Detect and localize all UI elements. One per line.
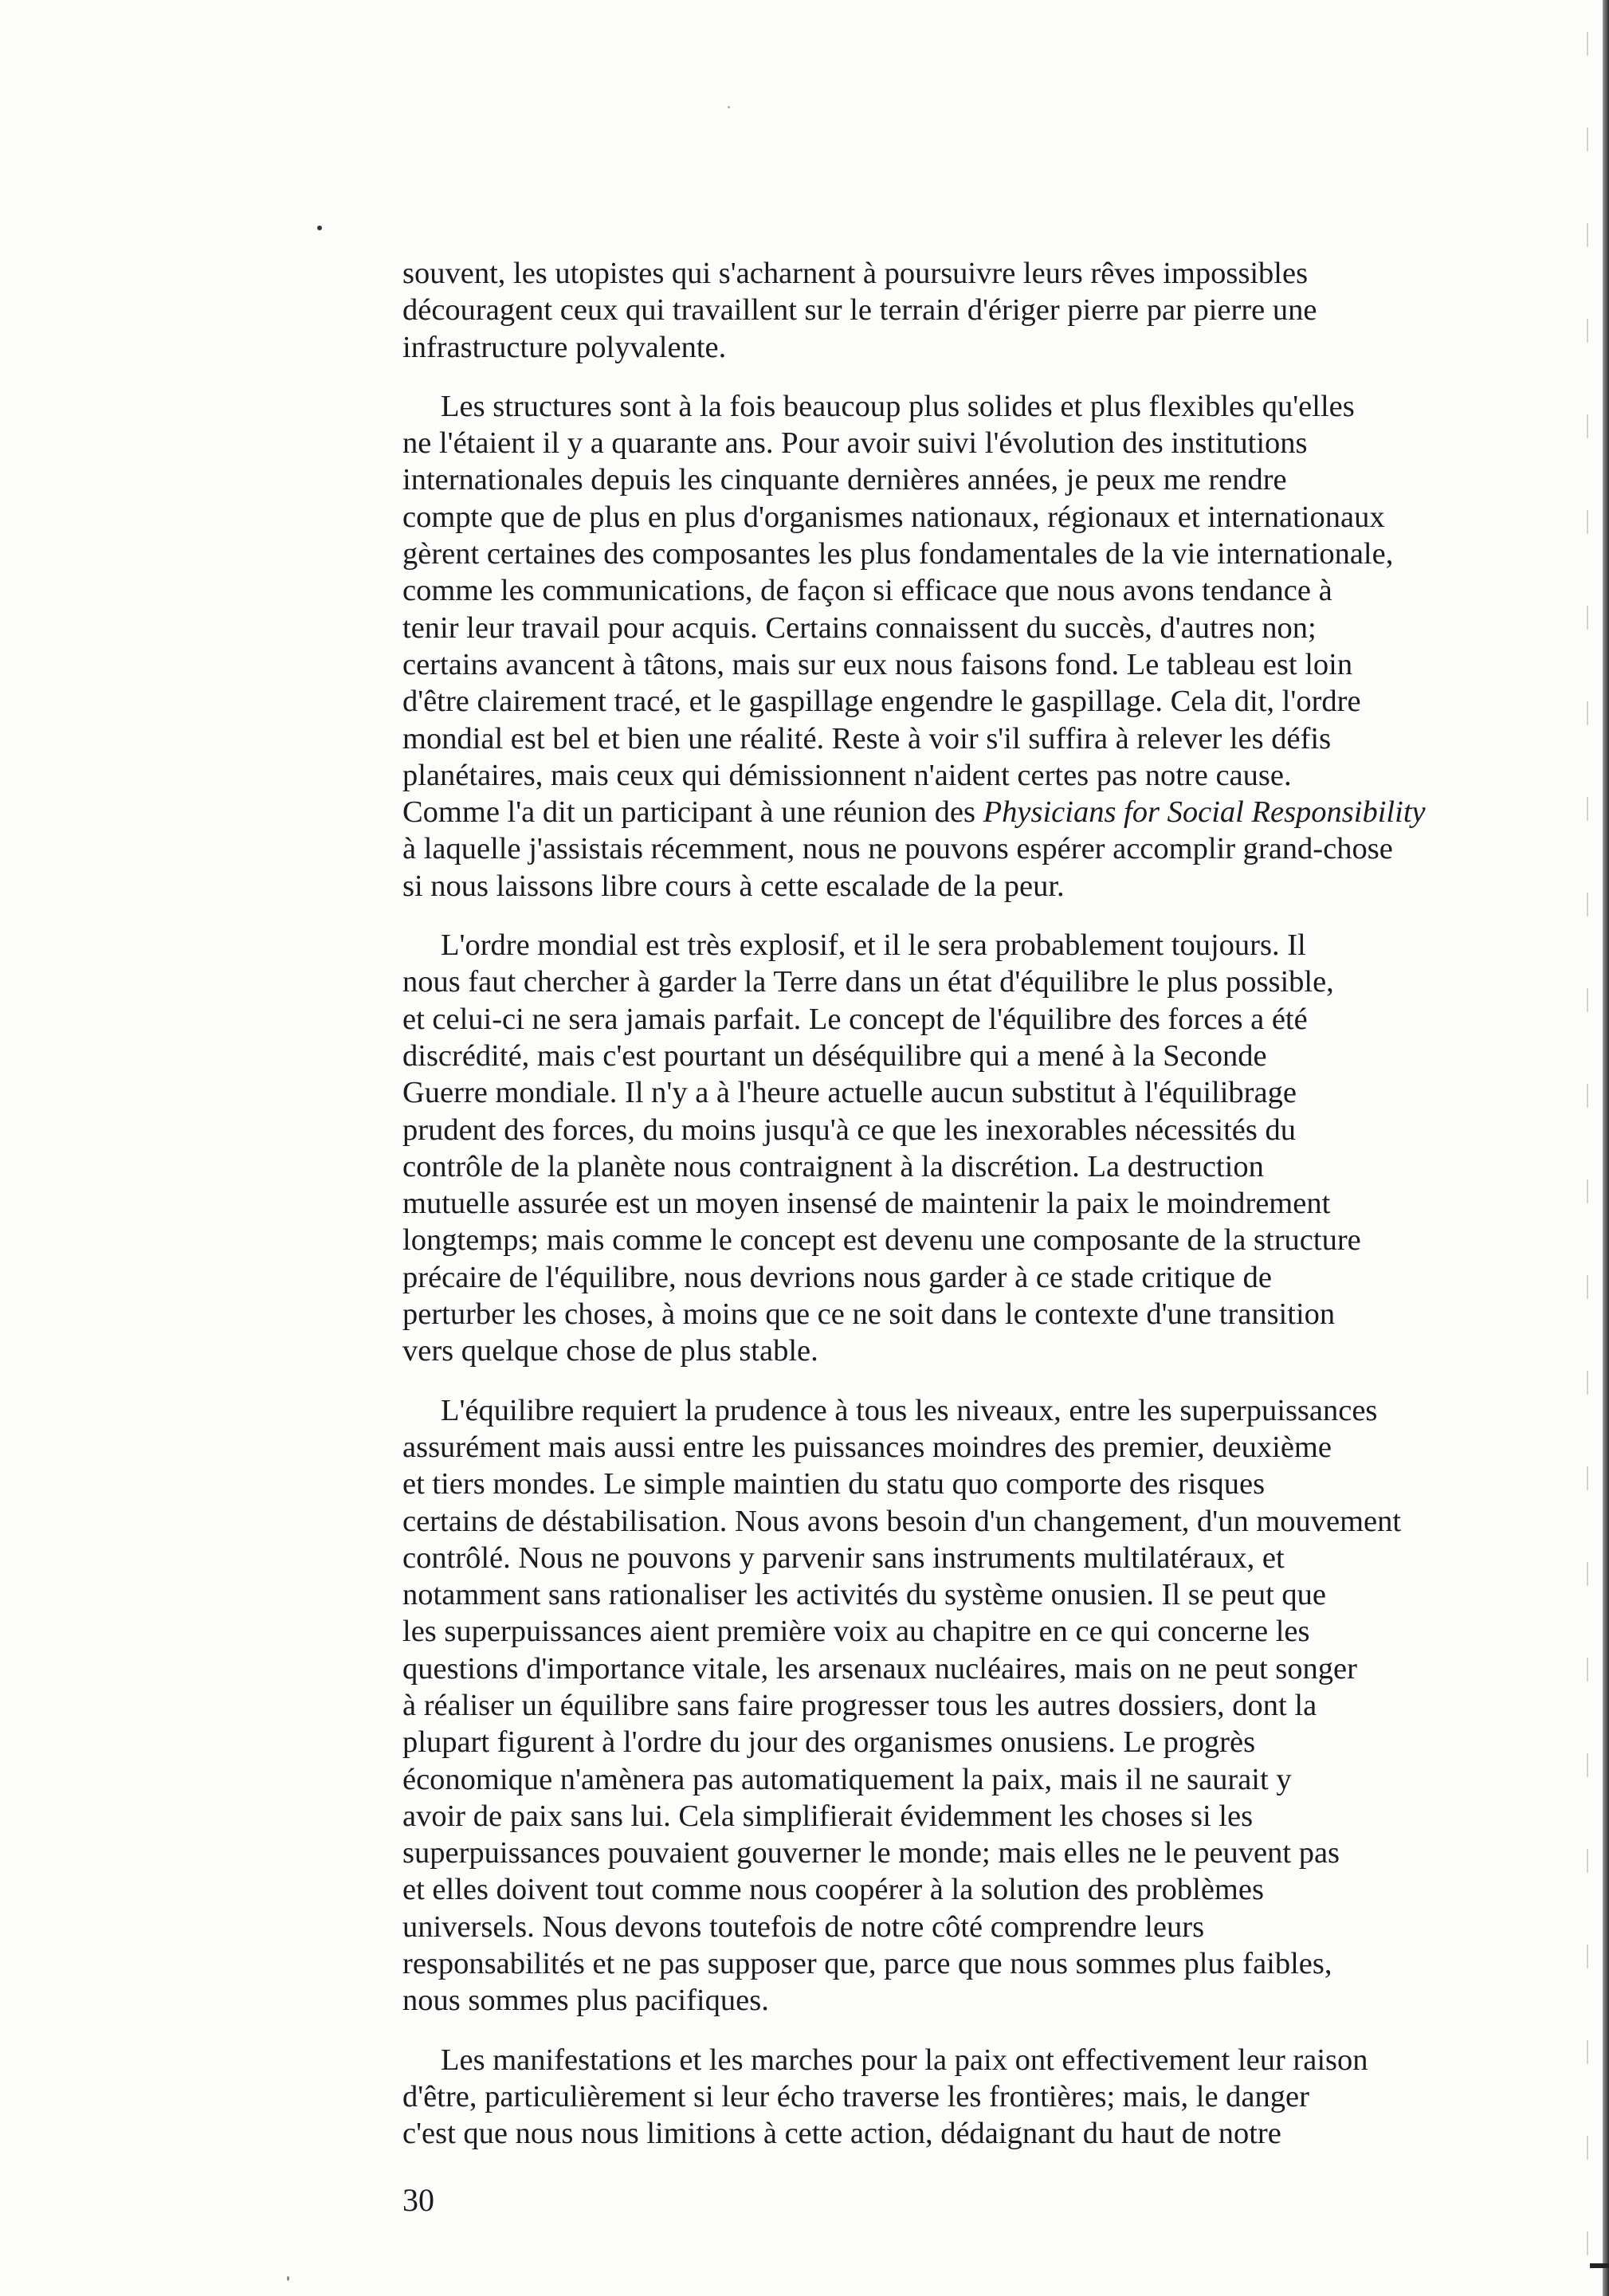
text-line: gèrent certaines des composantes les plus fondamentales de la vie internationale, [402, 537, 1394, 571]
text-line: les superpuissances aient première voix au chapitre en ce qui concerne les [402, 1615, 1310, 1649]
body-text [402, 255, 1478, 2153]
text-line: découragent ceux qui travaillent sur le terrain d'ériger pierre par pierre une [402, 293, 1317, 328]
text-line: avoir de paix sans lui. Cela simplifierait évidemment les choses si les [402, 1799, 1254, 1833]
text-line: Les manifestations et les marches pour la paix ont effectivement leur raison [441, 2043, 1368, 2077]
text-line: plupart figurent à l'ordre du jour des organismes onusiens. Le progrès [402, 1725, 1256, 1760]
text-line: comme les communications, de façon si efficace que nous avons tendance à [402, 574, 1332, 608]
text-line: souvent, les utopistes qui s'acharnent à poursuivre leurs rêves impossibles [402, 257, 1309, 290]
text-line: nous sommes plus pacifiques. [402, 1984, 769, 2018]
text-line: responsabilités et ne pas supposer que, parce que nous sommes plus faibles, [402, 1947, 1332, 1981]
paragraph [402, 255, 1478, 366]
text-line: à réaliser un équilibre sans faire progresser tous les autres dossiers, dont la [402, 1688, 1317, 1722]
text-line: vers quelque chose de plus stable. [402, 1334, 818, 1368]
text-line: L'ordre mondial est très explosif, et il le sera probablement toujours. Il [441, 928, 1306, 963]
text-line: Les structures sont à la fois beaucoup plus solides et plus flexibles qu'elles [441, 389, 1355, 423]
text-line: prudent des forces, du moins jusqu'à ce que les inexorables nécessités du [402, 1113, 1296, 1147]
text-line: notamment sans rationaliser les activités du système onusien. Il se peut que [402, 1578, 1327, 1612]
text-line: tenir leur travail pour acquis. Certains connaissent du succès, d'autres non; [402, 610, 1317, 645]
paragraph [402, 388, 1478, 905]
text-line: certains avancent à tâtons, mais sur eux nous faisons fond. Le tableau est loin [402, 647, 1353, 681]
text-line: questions d'importance vitale, les arsenaux nucléaires, mais on ne peut songer [402, 1651, 1357, 1686]
text-line: longtemps; mais comme le concept est devenu une composante de la structure [402, 1223, 1361, 1258]
text-line: précaire de l'équilibre, nous devrions nous garder à ce stade critique de [402, 1260, 1272, 1294]
text-line: Guerre mondiale. Il n'y a à l'heure actuelle aucun substitut à l'équilibrage [402, 1076, 1297, 1110]
text-line: et tiers mondes. Le simple maintien du statu quo comporte des risques [402, 1467, 1266, 1501]
text-line: d'être, particulièrement si leur écho traverse les frontières; mais, le danger [402, 2079, 1309, 2113]
text-line: mondial est bel et bien une réalité. Reste à voir s'il suffira à relever les défis [402, 721, 1332, 756]
text-line: ne l'étaient il y a quarante ans. Pour avoir suivi l'évolution des institutions [402, 426, 1308, 461]
scan-edge-corner [1590, 2263, 1609, 2268]
text-line: universels. Nous devons toutefois de notre côté comprendre leurs [402, 1909, 1205, 1944]
text-line: à laquelle j'assistais récemment, nous ne pouvons espérer accomplir grand-chose [402, 832, 1393, 866]
text-line: internationales depuis les cinquante dernières années, je peux me rendre [402, 463, 1287, 497]
scan-speck [317, 226, 322, 230]
text-line: perturber les choses, à moins que ce ne soit dans le contexte d'une transition [402, 1297, 1336, 1332]
text-line: planétaires, mais ceux qui démissionnent n'aident certes pas notre cause. [402, 758, 1292, 792]
text-line: assurément mais aussi entre les puissances moindres des premier, deuxième [402, 1430, 1332, 1464]
scan-edge-shadow [1603, 0, 1609, 2296]
text-line: infrastructure polyvalente. [402, 330, 727, 364]
text-line: mutuelle assurée est un moyen insensé de maintenir la paix le moindrement [402, 1187, 1331, 1221]
text-line: Comme l'a dit un participant à une réunion des Physicians for Social Responsibility [402, 795, 1426, 830]
text-line: économique n'amènera pas automatiquement la paix, mais il ne saurait y [402, 1762, 1292, 1796]
text-line: discrédité, mais c'est pourtant un déséquilibre qui a mené à la Seconde [402, 1038, 1267, 1073]
page-number: 30 [402, 2182, 434, 2218]
paragraph [402, 927, 1478, 1370]
scan-speck [287, 2276, 289, 2281]
text-line: c'est que nous nous limitions à cette action, dédaignant du haut de notre [402, 2117, 1281, 2151]
text-line: superpuissances pouvaient gouverner le monde; mais elles ne le peuvent pas [402, 1836, 1340, 1870]
paragraph [402, 1392, 1478, 2019]
text-line: compte que de plus en plus d'organismes nationaux, régionaux et internationaux [402, 500, 1385, 534]
text-line: contrôle de la planète nous contraignent à la discrétion. La destruction [402, 1149, 1264, 1183]
text-line: d'être clairement tracé, et le gaspillage engendre le gaspillage. Cela dit, l'ordre [402, 685, 1361, 719]
text-line: nous faut chercher à garder la Terre dans un état d'équilibre le plus possible, [402, 965, 1334, 999]
paragraph [402, 2042, 1478, 2153]
text-line: contrôlé. Nous ne pouvons y parvenir sans instruments multilatéraux, et [402, 1540, 1285, 1575]
text-line: L'équilibre requiert la prudence à tous les niveaux, entre les superpuissances [441, 1393, 1378, 1427]
scan-speck [728, 106, 730, 108]
text-line: et elles doivent tout comme nous coopérer à la solution des problèmes [402, 1873, 1264, 1907]
scan-edge-line [1587, 32, 1588, 2263]
text-line: certains de déstabilisation. Nous avons besoin d'un changement, d'un mouvement [402, 1504, 1402, 1538]
text-line: et celui-ci ne sera jamais parfait. Le concept de l'équilibre des forces a été [402, 1002, 1308, 1036]
text-line: si nous laissons libre cours à cette escalade de la peur. [402, 869, 1065, 903]
